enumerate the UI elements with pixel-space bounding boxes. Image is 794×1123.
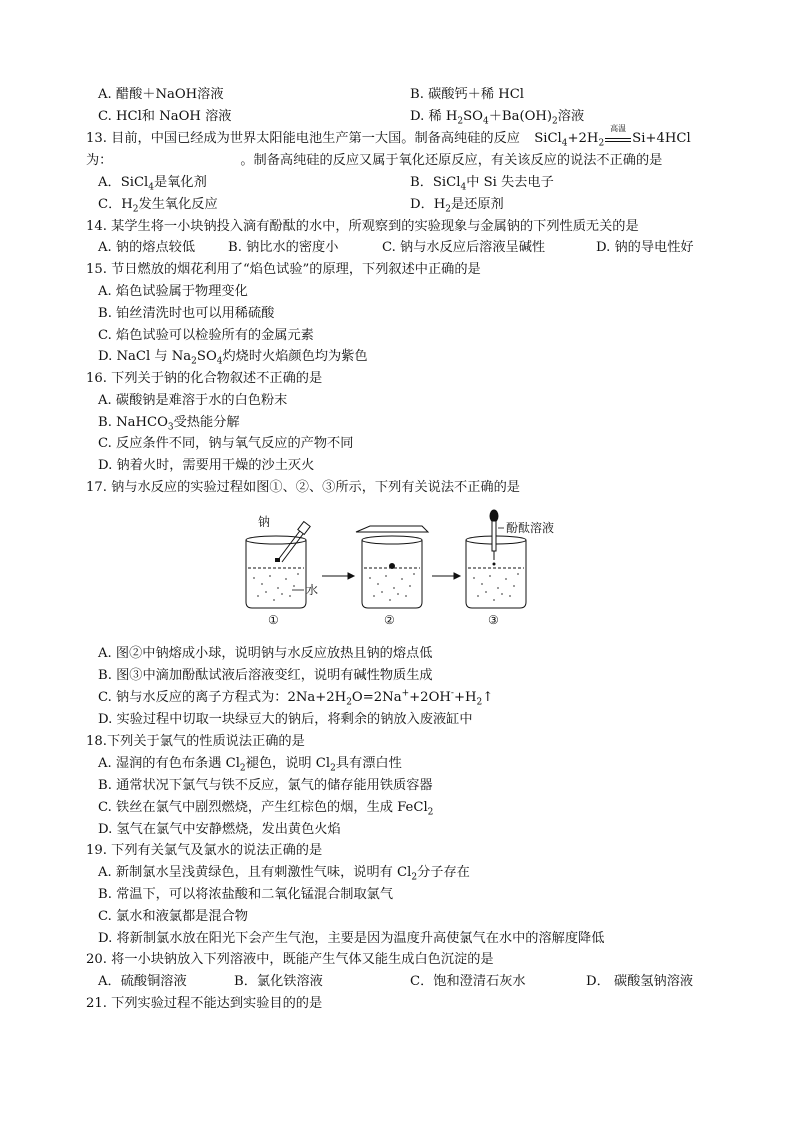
arrow-1 xyxy=(322,573,354,579)
q20-option-c: C．饱和澄清石灰水 xyxy=(410,974,526,989)
q13-option-a: A．SiCl$_4$是氧化剂 xyxy=(98,175,207,193)
q19-option-b: B. 常温下，可以将浓盐酸和二氧化锰混合制取氯气 xyxy=(98,887,394,902)
drop xyxy=(493,563,496,566)
q17-option-a: A. 图②中钠熔成小球，说明钠与水反应放热且钠的熔点低 xyxy=(98,646,433,661)
q21-stem: 21. 下列实验过程不能达到实验目的的是 xyxy=(86,996,323,1011)
q12-option-a: A. 醋酸＋NaOH溶液 xyxy=(98,87,224,102)
q17-stem: 17. 钠与水反应的实验过程如图①、②、③所示，下列有关说法不正确的是 xyxy=(86,480,520,495)
water-dots-2 xyxy=(369,573,415,601)
q18-option-a: A. 湿润的有色布条遇 $Cl_2$褪色，说明 $Cl_2$具有漂白性 xyxy=(98,756,402,774)
q16-option-c: C. 反应条件不同，钠与氧气反应的产物不同 xyxy=(98,436,354,451)
sodium-piece xyxy=(275,558,280,562)
label-phenolphthalein: 酚酞溶液 xyxy=(506,521,555,535)
q20-stem: 20. 将一小块钠放入下列溶液中，既能产生气体又能生成白色沉淀的是 xyxy=(86,952,494,967)
q12-option-d: D. 稀 $H_2SO_4+Ba(OH)_2$溶液 xyxy=(410,109,585,127)
q15-option-c: C. 焰色试验可以检验所有的金属元素 xyxy=(98,328,314,343)
q15-stem: 15. 节日燃放的烟花利用了“焰色试验”的原理，下列叙述中正确的是 xyxy=(86,262,481,277)
water-dots-1 xyxy=(253,573,299,601)
q19-option-a: A. 新制氯水呈浅黄绿色，且有刺激性气味，说明有 $Cl_2$分子存在 xyxy=(98,865,470,883)
glass-plate xyxy=(356,526,428,532)
label-fig-3: ③ xyxy=(488,613,499,627)
q17-option-b: B. 图③中滴加酚酞试液后溶液变红，说明有碱性物质生成 xyxy=(98,668,433,683)
q18-option-c: C. 铁丝在氯气中剧烈燃烧，产生红棕色的烟，生成 FeCl$_2$ xyxy=(98,800,434,818)
q20-option-a: A．硫酸铜溶液 xyxy=(98,974,187,989)
q19-option-c: C. 氯水和液氯都是混合物 xyxy=(98,909,248,924)
q17-option-d: D. 实验过程中切取一块绿豆大的钠后，将剩余的钠放入废液缸中 xyxy=(98,712,473,727)
q13-option-c: C．$H_2$发生氧化反应 xyxy=(98,197,218,215)
q19-stem: 19. 下列有关氯气及氯水的说法正确的是 xyxy=(86,843,323,858)
q14-option-b: B. 钠比水的密度小 xyxy=(228,240,339,255)
reaction-arrow: 高温 xyxy=(605,132,631,146)
q12-option-b: B. 碳酸钙＋稀 HCl xyxy=(410,87,525,102)
q15-option-b: B. 铂丝清洗时也可以用稀硫酸 xyxy=(98,306,275,321)
arrow-2 xyxy=(432,573,460,579)
beaker-1 xyxy=(246,536,306,608)
q16-option-a: A. 碳酸钠是难溶于水的白色粉末 xyxy=(98,393,288,408)
q20-option-d: D． 碳酸氢钠溶液 xyxy=(586,974,694,989)
q20-option-b: B．氯化铁溶液 xyxy=(234,974,323,989)
q14-stem: 14. 某学生将一小块钠投入滴有酚酞的水中，所观察到的实验现象与金属钠的下列性质无关的是 xyxy=(86,219,639,234)
q16-option-b: B. NaHCO$_3$受热能分解 xyxy=(98,415,240,433)
q13-stem-line2: 为： 。制备高纯硅的反应又属于氧化还原反应，有关该反应的说法不正确的是 xyxy=(86,153,663,168)
q14-option-a: A. 钠的熔点较低 xyxy=(98,240,196,255)
q18-option-b: B. 通常状况下氯气与铁不反应，氯气的储存能用铁质容器 xyxy=(98,778,433,793)
q16-option-d: D. 钠着火时，需要用干燥的沙土灭火 xyxy=(98,458,315,473)
tweezers xyxy=(278,522,310,562)
sodium-ball xyxy=(389,563,395,569)
q14-option-c: C. 钠与水反应后溶液呈碱性 xyxy=(382,240,546,255)
label-fig-2: ② xyxy=(384,613,395,627)
q14-option-d: D. 钠的导电性好 xyxy=(596,240,694,255)
q16-stem: 16. 下列关于钠的化合物叙述不正确的是 xyxy=(86,371,323,386)
q12-option-c: C. HCl和 NaOH 溶液 xyxy=(98,109,232,124)
q17-figure xyxy=(232,508,555,627)
q18-stem: 18.下列关于氯气的性质说法正确的是 xyxy=(86,734,305,749)
q18-option-d: D. 氢气在氯气中安静燃烧，发出黄色火焰 xyxy=(98,822,341,837)
label-sodium: 钠 xyxy=(258,515,271,529)
q15-option-d: D. NaCl 与 $Na_2SO_4$灼烧时火焰颜色均为紫色 xyxy=(98,349,368,367)
q15-option-a: A. 焰色试验属于物理变化 xyxy=(98,284,248,299)
dropper xyxy=(490,510,498,560)
q13-stem: 13. 目前，中国已经成为世界太阳能电池生产第一大国。制备高纯硅的反应 $SiCl_4+2H_2$ 高温 Si+4HCl xyxy=(86,123,691,149)
label-fig-1: ① xyxy=(268,613,279,627)
q19-option-d: D. 将新制氯水放在阳光下会产生气泡，主要是因为温度升高使氯气在水中的溶解度降低 xyxy=(98,931,605,946)
q17-option-c: C. 钠与水反应的离子方程式为：$2Na+2H_2O=2Na^++2OH^-+H_2↑$ xyxy=(98,688,494,708)
label-water: 水 xyxy=(306,583,319,597)
q13-option-b: B．SiCl$_4$中 Si 失去电子 xyxy=(410,175,554,193)
q13-option-d: D．$H_2$是还原剂 xyxy=(410,197,504,215)
q13-equation: $SiCl_4+2H_2$ 高温 Si+4HCl xyxy=(534,123,691,149)
water-dots-3 xyxy=(473,573,519,601)
